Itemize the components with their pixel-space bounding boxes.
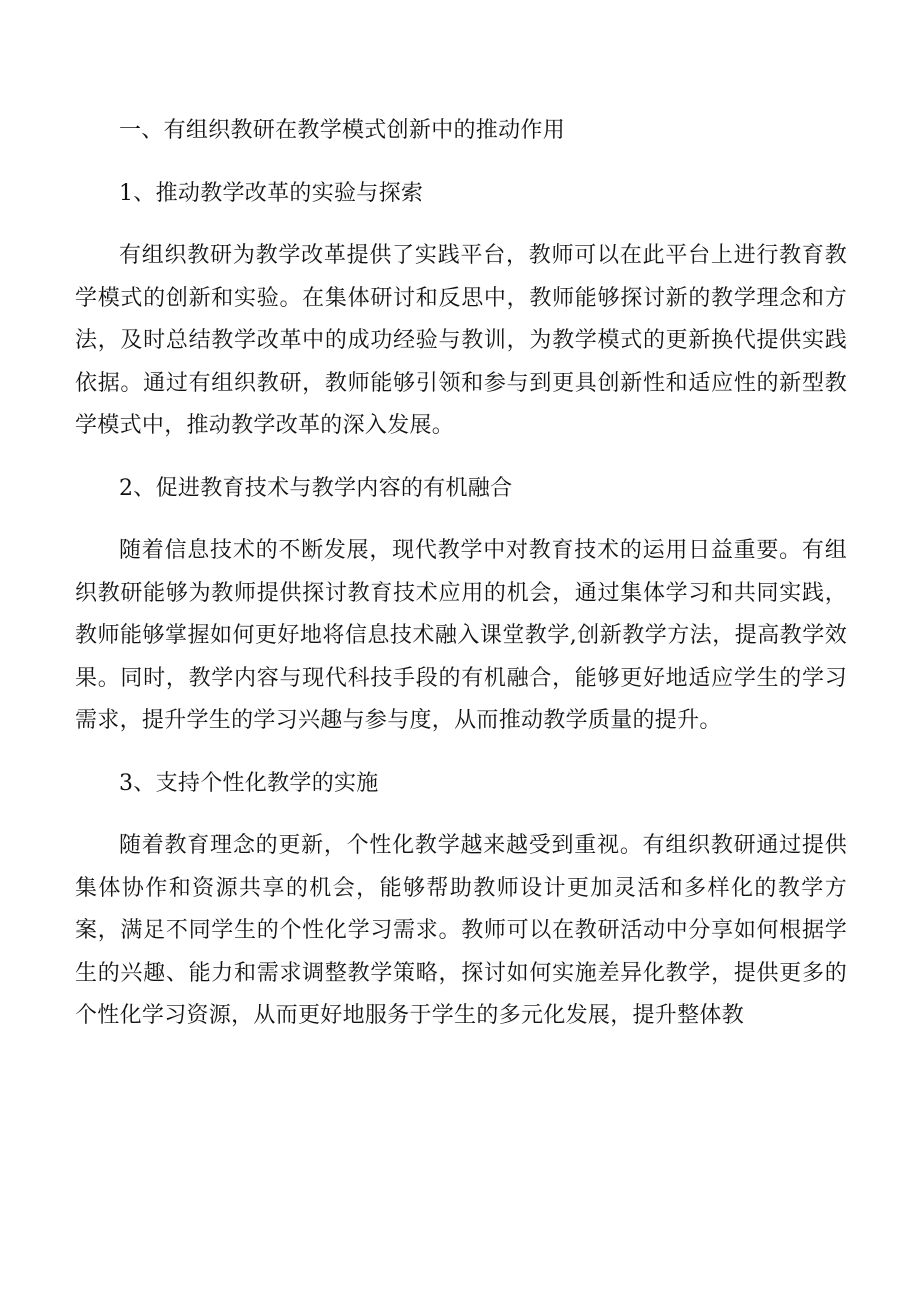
section-1-paragraph: 有组织教研为教学改革提供了实践平台，教师可以在此平台上进行教育教学模式的创新和实验。在集体研讨和反思中，教师能够探讨新的教学理念和方法，及时总结教学改革中的成功经验与教训，为教学模式的更新换代提供实践依据。通过有组织教研，教师能够引领和参与到更具创新性和适应性的新型教学模式中，推动教学改革的深入发展。 — [75, 243, 847, 438]
document-body — [75, 110, 847, 1058]
section-3-title: 3、支持个性化教学的实施 — [119, 770, 379, 796]
section-2-title: 2、促进教育技术与教学内容的有机融合 — [119, 475, 513, 501]
main-heading: 一、有组织教研在教学模式创新中的推动作用 — [119, 118, 566, 143]
section-1-title: 1、推动教学改革的实验与探索 — [119, 180, 424, 206]
section-2-paragraph: 随着信息技术的不断发展，现代教学中对教育技术的运用日益重要。有组织教研能够为教师提供探讨教育技术应用的机会，通过集体学习和共同实践，教师能够掌握如何更好地将信息技术融入课堂教学,创新教学方法，提高教学效果。同时，教学内容与现代科技手段的有机融合，能够更好地适应学生的学习需求，提升学生的学习兴趣与参与度，从而推动教学质量的提升。 — [75, 538, 847, 733]
section-3-paragraph: 随着教育理念的更新，个性化教学越来越受到重视。有组织教研通过提供集体协作和资源共享的机会，能够帮助教师设计更加灵活和多样化的教学方案，满足不同学生的个性化学习需求。教师可以在教研活动中分享如何根据学生的兴趣、能力和需求调整教学策略，探讨如何实施差异化教学，提供更多的个性化学习资源，从而更好地服务于学生的多元化发展，提升整体教 — [75, 833, 847, 1028]
